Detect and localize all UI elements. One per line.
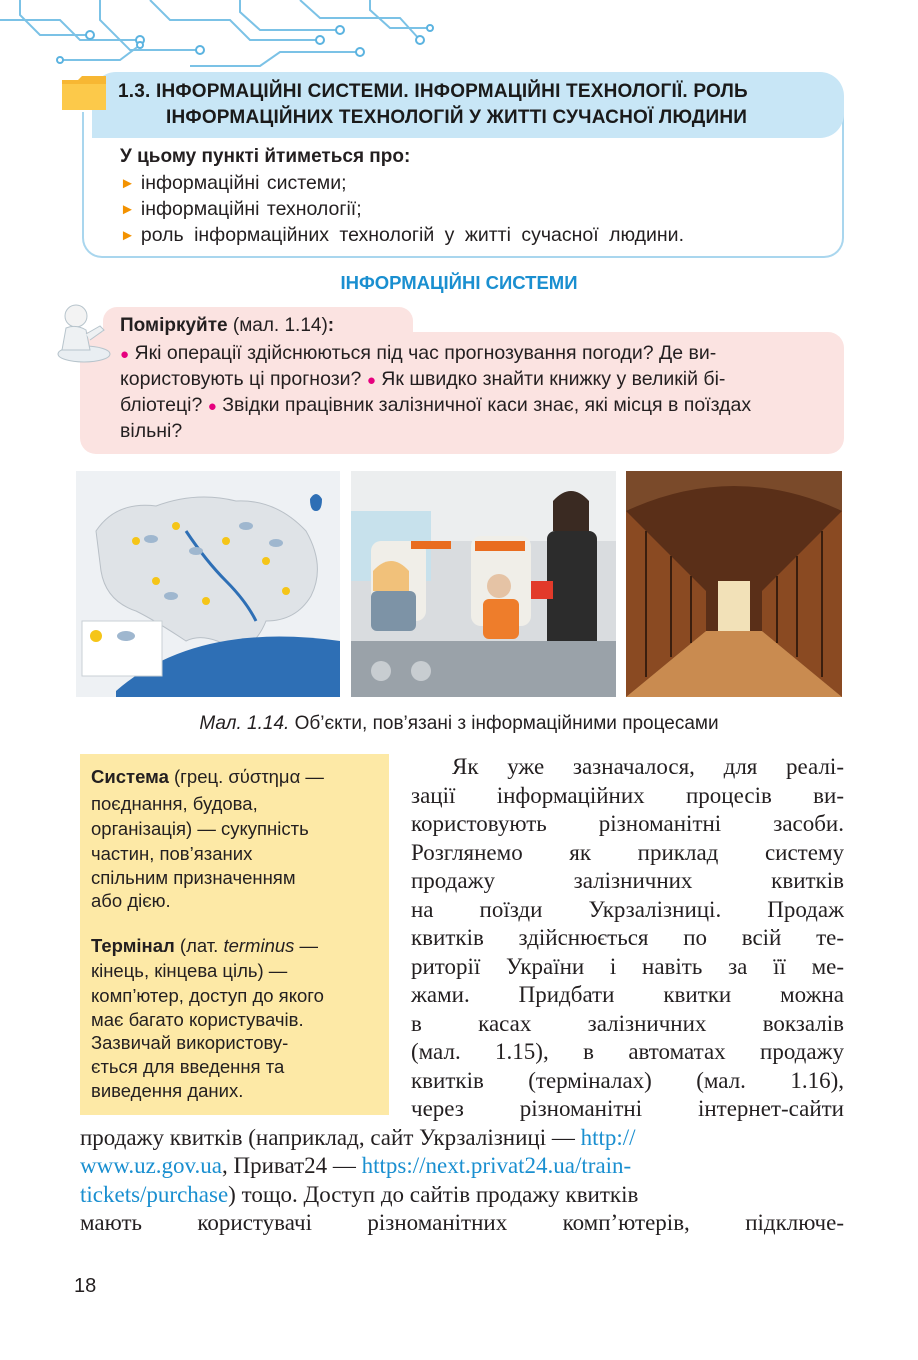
bullet-dot-icon: ● bbox=[120, 346, 130, 363]
overview-item: ► роль інформаційних технологій у житті сучасної людини. bbox=[120, 224, 684, 246]
body-text-line: продажу квитків (наприклад, сайт Укрзалізниці — http:// bbox=[80, 1125, 636, 1150]
body-text-line: користовують різноманітні засоби. bbox=[411, 811, 844, 836]
glossary-line: комп’ютер, доступ до якого bbox=[91, 985, 324, 1006]
think-question-line: бліотеці? ● Звідки працівник залізничної каси знає, які місця в поїздах bbox=[120, 394, 752, 416]
circuit-decoration bbox=[0, 0, 440, 70]
glossary-line: частин, пов’язаних bbox=[91, 843, 253, 864]
page-number: 18 bbox=[74, 1275, 97, 1297]
uz-link[interactable]: http:// bbox=[580, 1125, 636, 1150]
privat24-link-cont[interactable]: tickets/purchase bbox=[80, 1182, 229, 1207]
uz-link-cont[interactable]: www.uz.gov.ua bbox=[80, 1153, 223, 1178]
section-title-line2: ІНФОРМАЦІЙНИХ ТЕХНОЛОГІЙ У ЖИТТІ СУЧАСНОЇ ЛЮДИНИ bbox=[166, 107, 748, 128]
library-hall-image bbox=[626, 471, 842, 697]
privat24-link[interactable]: https://next.privat24.ua/train- bbox=[361, 1153, 632, 1178]
triangle-bullet-icon: ► bbox=[120, 201, 135, 218]
body-text-line: через різноманітні інтернет-сайти bbox=[411, 1096, 844, 1121]
body-text-line: квитків (терміналах) (мал. 1.16), bbox=[411, 1068, 844, 1093]
body-text-line: жами. Придбати квитки можна bbox=[411, 982, 844, 1007]
overview-heading: У цьому пункті йтиметься про: bbox=[120, 146, 411, 167]
bullet-dot-icon: ● bbox=[366, 372, 376, 389]
body-text-line: квитків здійснюється по всій те- bbox=[411, 925, 844, 950]
body-text-line: на поїзди Укрзалізниці. Продаж bbox=[411, 897, 844, 922]
folder-icon bbox=[60, 74, 108, 112]
subsection-heading: ІНФОРМАЦІЙНІ СИСТЕМИ bbox=[340, 272, 578, 293]
body-text-line: продажу залізничних квитків bbox=[411, 868, 844, 893]
glossary-line: кінець, кінцева ціль) — bbox=[91, 960, 288, 981]
overview-item: ► інформаційні системи; bbox=[120, 172, 347, 194]
body-text-line: зації інформаційних процесів ви- bbox=[411, 783, 844, 808]
glossary-line: ється для введення та bbox=[91, 1056, 285, 1077]
glossary-line: організація) — сукупність bbox=[91, 818, 309, 839]
body-text-line: мають користувачі різноманітних комп’ютерів, підключе- bbox=[80, 1210, 844, 1235]
triangle-bullet-icon: ► bbox=[120, 175, 135, 192]
glossary-line: поєднання, будова, bbox=[91, 793, 258, 814]
think-heading: Поміркуйте (мал. 1.14): bbox=[120, 315, 335, 336]
think-question-line: вільні? bbox=[120, 420, 183, 442]
think-question-line: ● Які операції здійснюються під час прогнозування погоди? Де ви- bbox=[120, 342, 717, 364]
body-text-line: tickets/purchase) тощо. Доступ до сайтів продажу квитків bbox=[80, 1182, 639, 1207]
overview-item: ► інформаційні технології; bbox=[120, 198, 362, 220]
weather-map-image bbox=[76, 471, 340, 697]
glossary-line: спільним призначенням bbox=[91, 867, 296, 888]
figure-caption: Мал. 1.14. Об’єкти, пов’язані з інформаційними процесами bbox=[199, 713, 719, 734]
body-text-line: риторії України і навіть за її ме- bbox=[411, 954, 844, 979]
body-text-line: Як уже зазначалося, для реалі- bbox=[452, 754, 844, 779]
triangle-bullet-icon: ► bbox=[120, 227, 135, 244]
section-title-line1: 1.3. ІНФОРМАЦІЙНІ СИСТЕМИ. ІНФОРМАЦІЙНІ ТЕХНОЛОГІЇ. РОЛЬ bbox=[118, 81, 748, 102]
body-text-line: Розглянемо як приклад систему bbox=[411, 840, 844, 865]
thinking-figure-icon bbox=[46, 300, 116, 366]
body-text-line: (мал. 1.15), в автоматах продажу bbox=[411, 1039, 844, 1064]
glossary-terminal-term: Термінал (лат. terminus — bbox=[91, 935, 319, 956]
glossary-line: або дією. bbox=[91, 890, 171, 911]
body-text-line: в касах залізничних вокзалів bbox=[411, 1011, 844, 1036]
body-text-line: www.uz.gov.ua, Приват24 — https://next.privat24.ua/train- bbox=[80, 1153, 632, 1178]
train-interior-image bbox=[351, 471, 616, 697]
glossary-line: Зазвичай використову- bbox=[91, 1032, 289, 1053]
glossary-line: виведення даних. bbox=[91, 1080, 244, 1101]
bullet-dot-icon: ● bbox=[207, 398, 217, 415]
think-question-line: користовують ці прогнози? ● Як швидко знайти книжку у великій бі- bbox=[120, 368, 726, 390]
glossary-line: має багато користувачів. bbox=[91, 1009, 304, 1030]
glossary-system-term: Система (грец. σύστημα — bbox=[91, 766, 324, 787]
